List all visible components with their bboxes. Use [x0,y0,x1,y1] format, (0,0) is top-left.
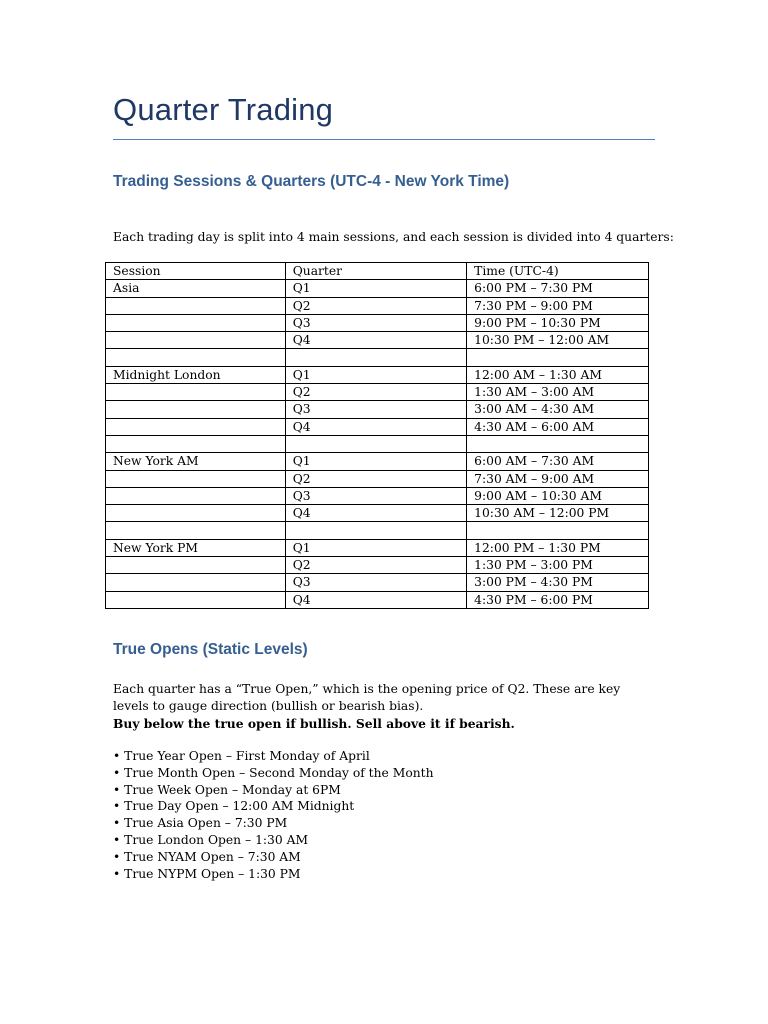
time-cell: 3:00 AM – 4:30 AM [467,401,649,418]
table-row [106,435,649,452]
header-cell-time: Time (UTC-4) [467,263,649,280]
list-item: • True Asia Open – 7:30 PM [113,815,434,832]
session-cell [106,557,286,574]
time-cell [467,349,649,366]
session-cell [106,470,286,487]
quarter-cell: Q2 [285,297,466,314]
table-row [106,349,649,366]
table-row [106,332,649,349]
table-row [106,280,649,297]
quarter-cell: Q3 [285,401,466,418]
session-cell [106,591,286,608]
list-item: • True Month Open – Second Monday of the Month [113,765,434,782]
quarter-cell: Q4 [285,505,466,522]
time-cell: 6:00 AM – 7:30 AM [467,453,649,470]
time-cell: 7:30 PM – 9:00 PM [467,297,649,314]
time-cell [467,435,649,452]
header-cell-quarter: Quarter [285,263,466,280]
table-row [106,384,649,401]
session-cell: Asia [106,280,286,297]
quarter-cell: Q1 [285,453,466,470]
session-cell [106,418,286,435]
list-item: • True NYPM Open – 1:30 PM [113,866,434,883]
true-opens-heading: True Opens (Static Levels) [113,641,308,658]
table-row [106,418,649,435]
quarter-cell: Q1 [285,280,466,297]
list-item: • True Year Open – First Monday of April [113,748,434,765]
time-cell: 1:30 PM – 3:00 PM [467,557,649,574]
table-row [106,470,649,487]
page-title: Quarter Trading [113,92,334,127]
time-cell: 4:30 AM – 6:00 AM [467,418,649,435]
session-cell [106,487,286,504]
session-cell [106,505,286,522]
time-cell: 9:00 AM – 10:30 AM [467,487,649,504]
sessions-heading: Trading Sessions & Quarters (UTC-4 - New York Time) [113,173,510,190]
quarter-cell: Q2 [285,470,466,487]
session-cell [106,314,286,331]
table-row [106,539,649,556]
time-cell: 1:30 AM – 3:00 AM [467,384,649,401]
quarter-cell: Q4 [285,591,466,608]
quarter-cell: Q4 [285,332,466,349]
true-opens-rule: Buy below the true open if bullish. Sell above it if bearish. [113,716,515,731]
session-cell: New York AM [106,453,286,470]
table-row [106,522,649,539]
sessions-table [105,262,649,609]
quarter-cell: Q3 [285,574,466,591]
time-cell: 10:30 PM – 12:00 AM [467,332,649,349]
time-cell: 12:00 PM – 1:30 PM [467,539,649,556]
quarter-cell [285,349,466,366]
time-cell: 3:00 PM – 4:30 PM [467,574,649,591]
table-header-row [106,263,649,280]
true-opens-description [113,681,653,732]
title-divider [113,139,655,140]
header-cell-session: Session [106,263,286,280]
list-item: • True London Open – 1:30 AM [113,832,434,849]
table-row [106,505,649,522]
table-row [106,453,649,470]
list-item: • True Day Open – 12:00 AM Midnight [113,798,434,815]
session-cell [106,574,286,591]
time-cell: 6:00 PM – 7:30 PM [467,280,649,297]
session-cell [106,401,286,418]
true-opens-paragraph: Each quarter has a “True Open,” which is the opening price of Q2. These are key levels to gauge direction (bullish or bearish bias). [113,682,621,713]
table-row [106,557,649,574]
quarter-cell: Q3 [285,314,466,331]
quarter-cell: Q3 [285,487,466,504]
session-cell [106,332,286,349]
session-cell [106,297,286,314]
list-item: • True Week Open – Monday at 6PM [113,782,434,799]
quarter-cell: Q2 [285,384,466,401]
sessions-intro: Each trading day is split into 4 main sessions, and each session is divided into 4 quarters: [113,230,674,244]
time-cell: 10:30 AM – 12:00 PM [467,505,649,522]
table-row [106,574,649,591]
quarter-cell: Q1 [285,366,466,383]
session-cell: Midnight London [106,366,286,383]
table-row [106,591,649,608]
session-cell [106,522,286,539]
session-cell [106,384,286,401]
time-cell [467,522,649,539]
time-cell: 9:00 PM – 10:30 PM [467,314,649,331]
list-item: • True NYAM Open – 7:30 AM [113,849,434,866]
table-row [106,297,649,314]
sessions-table-body [106,263,649,609]
quarter-cell: Q2 [285,557,466,574]
quarter-cell [285,435,466,452]
true-opens-list [113,748,434,882]
table-row [106,366,649,383]
time-cell: 4:30 PM – 6:00 PM [467,591,649,608]
table-row [106,401,649,418]
session-cell [106,435,286,452]
time-cell: 12:00 AM – 1:30 AM [467,366,649,383]
quarter-cell: Q4 [285,418,466,435]
quarter-cell: Q1 [285,539,466,556]
table-row [106,487,649,504]
time-cell: 7:30 AM – 9:00 AM [467,470,649,487]
session-cell: New York PM [106,539,286,556]
session-cell [106,349,286,366]
table-row [106,314,649,331]
quarter-cell [285,522,466,539]
